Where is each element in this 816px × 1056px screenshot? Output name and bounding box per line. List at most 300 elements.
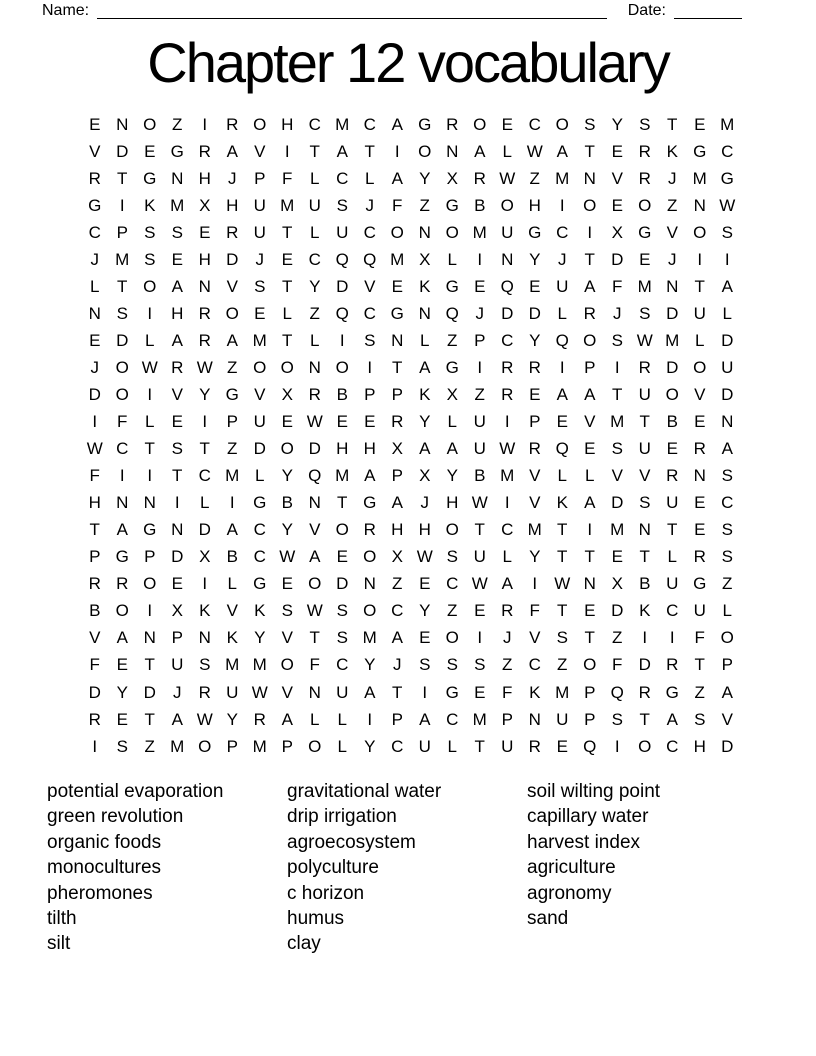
grid-letter: V <box>611 168 623 188</box>
grid-letter: C <box>721 493 734 513</box>
grid-letter: Y <box>116 682 128 702</box>
grid-letter: O <box>583 195 597 215</box>
grid-letter: S <box>584 114 596 134</box>
grid-letter: H <box>226 195 239 215</box>
grid-letter: S <box>336 195 348 215</box>
grid-row <box>81 463 741 490</box>
grid-letter: M <box>252 330 267 350</box>
grid-letter: E <box>116 655 128 675</box>
grid-letter: E <box>391 276 403 296</box>
grid-letter: H <box>281 114 294 134</box>
grid-letter: X <box>281 384 293 404</box>
word-list-item: clay <box>287 933 321 955</box>
grid-letter: R <box>638 682 651 702</box>
grid-letter: G <box>143 520 157 540</box>
grid-letter: Z <box>227 439 238 459</box>
grid-letter: E <box>89 114 101 134</box>
grid-letter: W <box>196 357 213 377</box>
grid-letter: R <box>198 303 211 323</box>
grid-letter: T <box>117 276 128 296</box>
grid-letter: V <box>529 466 541 486</box>
grid-letter: M <box>362 628 377 648</box>
grid-letter: D <box>171 547 184 567</box>
grid-letter: O <box>693 357 707 377</box>
grid-letter: Z <box>722 574 733 594</box>
grid-row <box>81 652 741 679</box>
grid-letter: I <box>92 736 98 756</box>
word-list-item: potential evaporation <box>47 781 224 802</box>
grid-letter: H <box>198 249 211 269</box>
grid-letter: I <box>284 141 290 161</box>
grid-letter: P <box>391 466 403 486</box>
grid-letter: S <box>611 439 623 459</box>
grid-letter: L <box>145 330 155 350</box>
grid-row <box>81 354 741 381</box>
grid-letter: F <box>282 168 293 188</box>
grid-letter: W <box>471 493 488 513</box>
grid-letter: O <box>253 357 267 377</box>
grid-letter: R <box>666 655 679 675</box>
grid-letter: U <box>253 222 266 242</box>
grid-row <box>81 544 741 571</box>
grid-letter: A <box>226 520 238 540</box>
page-title: Chapter 12 vocabulary <box>147 31 669 94</box>
grid-letter: P <box>584 709 596 729</box>
grid-row <box>81 436 741 463</box>
grid-letter: I <box>504 412 510 432</box>
grid-letter: R <box>116 574 129 594</box>
word-list-item: drip irrigation <box>287 806 397 828</box>
word-list-column <box>527 779 660 931</box>
grid-letter: O <box>500 195 514 215</box>
grid-letter: R <box>198 330 211 350</box>
grid-letter: Y <box>529 547 541 567</box>
grid-letter: T <box>89 520 100 540</box>
grid-letter: E <box>419 628 431 648</box>
grid-letter: E <box>556 412 568 432</box>
grid-letter: Q <box>555 439 569 459</box>
grid-letter: S <box>446 547 458 567</box>
grid-letter: A <box>171 709 183 729</box>
grid-letter: J <box>228 168 237 188</box>
grid-letter: V <box>254 141 266 161</box>
grid-letter: E <box>144 141 156 161</box>
grid-letter: I <box>559 357 565 377</box>
grid-letter: M <box>527 520 542 540</box>
grid-letter: C <box>666 736 679 756</box>
grid-letter: E <box>89 330 101 350</box>
grid-letter: O <box>225 303 239 323</box>
grid-letter: G <box>225 384 239 404</box>
grid-letter: I <box>147 384 153 404</box>
grid-letter: G <box>528 222 542 242</box>
grid-letter: N <box>308 357 321 377</box>
grid-letter: D <box>611 249 624 269</box>
word-list-item: harvest index <box>527 831 641 853</box>
grid-letter: U <box>693 601 706 621</box>
grid-letter: D <box>611 493 624 513</box>
grid-letter: M <box>472 222 487 242</box>
grid-letter: G <box>693 574 707 594</box>
grid-letter: W <box>86 439 103 459</box>
grid-letter: P <box>281 736 293 756</box>
grid-letter: A <box>501 574 513 594</box>
grid-letter: G <box>665 682 679 702</box>
grid-letter: D <box>336 276 349 296</box>
grid-letter: M <box>665 330 680 350</box>
grid-letter: I <box>147 466 153 486</box>
word-list-item: tilth <box>47 908 77 930</box>
grid-letter: H <box>171 303 184 323</box>
grid-letter: A <box>721 276 733 296</box>
grid-letter: L <box>310 168 320 188</box>
grid-letter: U <box>693 303 706 323</box>
grid-letter: D <box>336 574 349 594</box>
grid-letter: K <box>199 601 211 621</box>
grid-letter: A <box>391 168 403 188</box>
grid-letter: F <box>309 655 320 675</box>
grid-letter: R <box>638 168 651 188</box>
grid-letter: S <box>116 303 128 323</box>
grid-letter: F <box>612 655 623 675</box>
grid-letter: R <box>308 384 321 404</box>
word-list-item: organic foods <box>47 831 162 853</box>
grid-letter: J <box>668 249 677 269</box>
grid-letter: F <box>392 195 403 215</box>
grid-letter: E <box>199 222 211 242</box>
grid-letter: J <box>255 249 264 269</box>
grid-letter: E <box>556 736 568 756</box>
grid-letter: C <box>308 249 321 269</box>
grid-letter: T <box>639 547 650 567</box>
grid-letter: G <box>253 574 267 594</box>
grid-letter: A <box>474 141 486 161</box>
grid-letter: R <box>666 466 679 486</box>
grid-letter: H <box>418 520 431 540</box>
grid-letter: I <box>119 195 125 215</box>
grid-letter: S <box>364 330 376 350</box>
grid-letter: W <box>196 709 213 729</box>
grid-letter: I <box>559 195 565 215</box>
grid-letter: Z <box>144 736 155 756</box>
grid-letter: U <box>308 195 321 215</box>
grid-letter: I <box>642 628 648 648</box>
grid-letter: A <box>364 682 376 702</box>
grid-letter: D <box>666 303 679 323</box>
grid-letter: N <box>666 276 679 296</box>
grid-letter: T <box>282 276 293 296</box>
word-list-item: c horizon <box>287 882 365 904</box>
grid-letter: O <box>308 736 322 756</box>
grid-letter: U <box>473 412 486 432</box>
grid-letter: H <box>446 493 459 513</box>
grid-letter: J <box>365 195 374 215</box>
grid-letter: E <box>336 412 348 432</box>
grid-letter: A <box>336 141 348 161</box>
grid-letter: I <box>202 574 208 594</box>
grid-letter: E <box>419 574 431 594</box>
grid-letter: T <box>584 141 595 161</box>
grid-letter: S <box>639 303 651 323</box>
grid-letter: C <box>363 114 376 134</box>
grid-letter: N <box>308 493 321 513</box>
grid-letter: V <box>281 682 293 702</box>
grid-letter: P <box>171 628 183 648</box>
grid-letter: T <box>557 520 568 540</box>
grid-letter: L <box>227 574 237 594</box>
grid-letter: W <box>251 682 268 702</box>
grid-letter: M <box>170 195 185 215</box>
grid-letter: L <box>447 412 457 432</box>
grid-letter: H <box>336 439 349 459</box>
grid-letter: A <box>226 141 238 161</box>
grid-letter: P <box>226 736 238 756</box>
grid-letter: E <box>529 384 541 404</box>
grid-letter: C <box>446 574 459 594</box>
grid-letter: K <box>529 682 541 702</box>
grid-letter: P <box>391 709 403 729</box>
grid-letter: U <box>253 412 266 432</box>
grid-letter: O <box>418 141 432 161</box>
grid-letter: I <box>147 601 153 621</box>
grid-letter: C <box>363 222 376 242</box>
grid-letter: B <box>474 466 486 486</box>
grid-letter: Z <box>612 628 623 648</box>
grid-letter: S <box>171 222 183 242</box>
grid-letter: V <box>694 384 706 404</box>
grid-letter: N <box>171 168 184 188</box>
grid-letter: I <box>202 114 208 134</box>
grid-letter: W <box>306 412 323 432</box>
grid-letter: U <box>226 682 239 702</box>
grid-letter: U <box>336 222 349 242</box>
grid-letter: L <box>447 736 457 756</box>
grid-letter: E <box>281 412 293 432</box>
grid-letter: M <box>500 466 515 486</box>
grid-letter: O <box>555 114 569 134</box>
grid-letter: W <box>636 330 653 350</box>
grid-letter: Y <box>309 276 321 296</box>
grid-letter: N <box>198 628 211 648</box>
grid-letter: R <box>693 547 706 567</box>
grid-letter: I <box>202 412 208 432</box>
grid-letter: T <box>172 466 183 486</box>
grid-letter: E <box>529 276 541 296</box>
grid-letter: Q <box>335 303 349 323</box>
grid-letter: A <box>116 628 128 648</box>
word-list-item: silt <box>47 933 71 955</box>
grid-letter: C <box>721 141 734 161</box>
grid-letter: O <box>445 628 459 648</box>
grid-letter: X <box>419 466 431 486</box>
grid-letter: G <box>143 168 157 188</box>
grid-letter: H <box>363 439 376 459</box>
grid-letter: Y <box>419 168 431 188</box>
grid-letter: U <box>418 736 431 756</box>
grid-letter: V <box>639 466 651 486</box>
grid-letter: O <box>638 736 652 756</box>
grid-letter: T <box>199 439 210 459</box>
grid-letter: E <box>474 601 486 621</box>
grid-letter: L <box>145 412 155 432</box>
grid-letter: H <box>528 195 541 215</box>
grid-letter: G <box>445 195 459 215</box>
grid-letter: R <box>88 709 101 729</box>
grid-letter: Y <box>254 628 266 648</box>
grid-letter: T <box>309 628 320 648</box>
grid-row <box>81 300 741 327</box>
name-label: Name: <box>42 2 90 19</box>
grid-letter: P <box>116 222 128 242</box>
grid-letter: E <box>474 276 486 296</box>
grid-row <box>81 679 741 706</box>
grid-letter: G <box>693 141 707 161</box>
grid-letter: E <box>694 520 706 540</box>
grid-letter: O <box>473 114 487 134</box>
grid-letter: R <box>226 222 239 242</box>
grid-letter: V <box>364 276 376 296</box>
grid-letter: D <box>721 330 734 350</box>
word-list-item: soil wilting point <box>527 781 661 802</box>
grid-letter: T <box>667 520 678 540</box>
grid-letter: R <box>501 384 514 404</box>
grid-letter: V <box>611 466 623 486</box>
grid-letter: Q <box>610 682 624 702</box>
grid-letter: L <box>310 330 320 350</box>
date-blank-line <box>674 3 742 19</box>
grid-letter: W <box>554 574 571 594</box>
grid-letter: S <box>144 249 156 269</box>
grid-letter: N <box>721 412 734 432</box>
grid-letter: O <box>308 574 322 594</box>
grid-letter: C <box>666 601 679 621</box>
grid-letter: V <box>89 628 101 648</box>
grid-letter: E <box>171 412 183 432</box>
grid-letter: R <box>583 303 596 323</box>
grid-letter: J <box>173 682 182 702</box>
grid-letter: T <box>639 412 650 432</box>
grid-letter: K <box>639 601 651 621</box>
grid-letter: N <box>143 493 156 513</box>
grid-letter: M <box>335 466 350 486</box>
grid-letter: V <box>226 276 238 296</box>
grid-letter: O <box>638 195 652 215</box>
grid-letter: D <box>88 682 101 702</box>
grid-letter: T <box>364 141 375 161</box>
grid-letter: P <box>474 330 486 350</box>
grid-letter: W <box>526 141 543 161</box>
grid-letter: O <box>335 520 349 540</box>
grid-letter: K <box>419 384 431 404</box>
grid-letter: L <box>282 303 292 323</box>
grid-letter: Q <box>363 249 377 269</box>
grid-letter: U <box>556 276 569 296</box>
grid-letter: C <box>528 114 541 134</box>
grid-letter: T <box>557 601 568 621</box>
grid-letter: Q <box>583 736 597 756</box>
grid-letter: L <box>557 303 567 323</box>
grid-letter: V <box>226 601 238 621</box>
grid-letter: O <box>280 655 294 675</box>
grid-letter: J <box>475 303 484 323</box>
grid-letter: T <box>282 222 293 242</box>
grid-letter: G <box>445 357 459 377</box>
grid-letter: Z <box>447 601 458 621</box>
grid-letter: I <box>174 493 180 513</box>
grid-letter: T <box>337 493 348 513</box>
grid-letter: V <box>254 384 266 404</box>
grid-letter: O <box>143 114 157 134</box>
grid-letter: M <box>280 195 295 215</box>
grid-letter: U <box>336 682 349 702</box>
grid-letter: M <box>720 114 735 134</box>
grid-letter: R <box>88 168 101 188</box>
grid-letter: M <box>555 682 570 702</box>
grid-letter: Q <box>445 303 459 323</box>
grid-letter: Y <box>529 249 541 269</box>
grid-letter: E <box>336 547 348 567</box>
grid-letter: Y <box>446 466 458 486</box>
grid-letter: R <box>528 357 541 377</box>
word-list-item: monocultures <box>47 857 162 879</box>
grid-letter: G <box>363 493 377 513</box>
grid-letter: Y <box>419 601 431 621</box>
word-list-item: pheromones <box>47 882 153 904</box>
grid-letter: M <box>225 466 240 486</box>
grid-letter: K <box>419 276 431 296</box>
grid-letter: N <box>391 330 404 350</box>
grid-row <box>81 706 741 733</box>
grid-letter: Z <box>392 574 403 594</box>
grid-letter: A <box>171 330 183 350</box>
grid-letter: Z <box>557 655 568 675</box>
grid-letter: B <box>666 412 678 432</box>
grid-row <box>81 571 741 598</box>
grid-letter: V <box>529 493 541 513</box>
grid-row <box>81 625 741 652</box>
grid-letter: T <box>584 249 595 269</box>
grid-letter: A <box>391 114 403 134</box>
grid-letter: R <box>638 141 651 161</box>
grid-letter: T <box>639 709 650 729</box>
grid-letter: E <box>116 709 128 729</box>
grid-letter: A <box>391 628 403 648</box>
grid-letter: T <box>309 141 320 161</box>
grid-letter: U <box>253 195 266 215</box>
grid-letter: E <box>611 195 623 215</box>
grid-letter: N <box>143 628 156 648</box>
grid-letter: O <box>363 547 377 567</box>
grid-letter: K <box>144 195 156 215</box>
grid-letter: T <box>144 655 155 675</box>
grid-letter: S <box>446 655 458 675</box>
grid-letter: E <box>281 574 293 594</box>
grid-letter: Y <box>611 114 623 134</box>
grid-letter: G <box>445 682 459 702</box>
grid-letter: V <box>529 628 541 648</box>
grid-letter: Z <box>529 168 540 188</box>
grid-letter: R <box>528 439 541 459</box>
grid-letter: N <box>308 682 321 702</box>
grid-letter: T <box>474 736 485 756</box>
grid-letter: Y <box>199 384 211 404</box>
grid-letter: A <box>584 493 596 513</box>
grid-letter: I <box>92 412 98 432</box>
grid-letter: Z <box>667 195 678 215</box>
date-label: Date: <box>627 2 666 19</box>
grid-letter: F <box>529 601 540 621</box>
grid-letter: S <box>281 601 293 621</box>
